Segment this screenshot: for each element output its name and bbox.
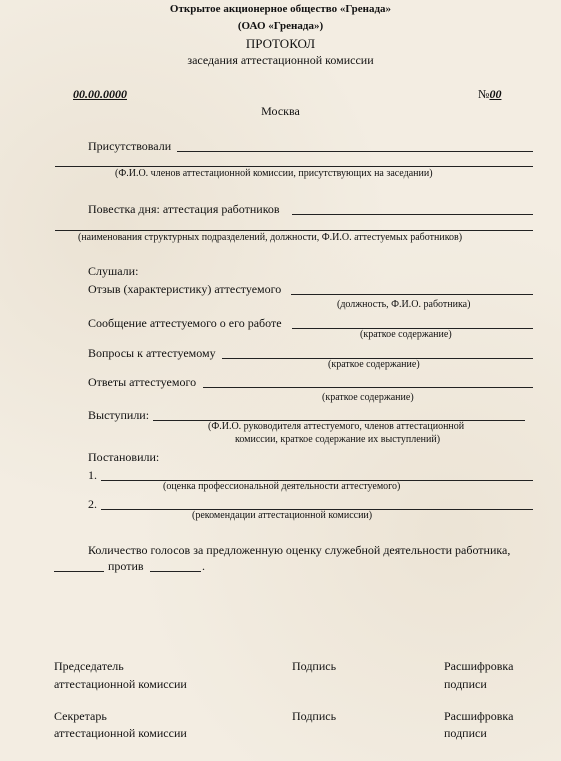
present-label: Присутствовали [88, 139, 172, 153]
review-hint: (должность, Ф.И.О. работника) [337, 299, 471, 310]
item2-number: 2. [88, 497, 97, 511]
secretary-sign-label: Подпись [292, 709, 337, 723]
report-label: Сообщение аттестуемого о его работе [88, 316, 282, 330]
review-label: Отзыв (характеристику) аттестуемого [88, 282, 282, 296]
present-hint: (Ф.И.О. членов аттестационной комиссии, присутствующих на заседании) [115, 168, 433, 179]
answers-line [203, 387, 533, 388]
answers-hint: (краткое содержание) [322, 392, 414, 403]
chair-decode-label-2: подписи [444, 677, 487, 691]
questions-label: Вопросы к аттестуемому [88, 346, 216, 360]
org-short-name: (ОАО «Гренада») [237, 20, 324, 32]
agenda-line-2 [55, 230, 533, 231]
secretary-title-1: Секретарь [54, 709, 107, 723]
votes-against-label: против [108, 559, 144, 573]
speakers-label: Выступили: [88, 408, 150, 422]
answers-label: Ответы аттестуемого [88, 375, 197, 389]
doc-title: ПРОТОКОЛ [245, 36, 316, 51]
votes-end: . [202, 559, 205, 573]
questions-hint: (краткое содержание) [328, 359, 420, 370]
report-hint: (краткое содержание) [360, 329, 452, 340]
secretary-title-2: аттестационной комиссии [54, 726, 187, 740]
speakers-hint-1: (Ф.И.О. руководителя аттестуемого, членов аттестационной [208, 421, 465, 432]
agenda-line [292, 214, 533, 215]
number-value: 00 [489, 87, 502, 101]
votes-for-line [54, 571, 104, 572]
agenda-hint: (наименования структурных подразделений, должности, Ф.И.О. аттестуемых работников) [78, 232, 463, 243]
item1-hint: (оценка профессиональной деятельности аттестуемого) [163, 481, 401, 492]
item2-hint: (рекомендации аттестационной комиссии) [192, 510, 373, 521]
chair-decode-label-1: Расшифровка [444, 659, 514, 673]
present-line-2 [55, 166, 533, 167]
chair-sign-label: Подпись [292, 659, 337, 673]
speakers-hint-2: комиссии, краткое содержание их выступлений) [235, 434, 441, 445]
secretary-decode-label-1: Расшифровка [444, 709, 514, 723]
heard-label: Слушали: [88, 264, 139, 278]
votes-text: Количество голосов за предложенную оценку служебной деятельности работника, [88, 543, 511, 557]
doc-city: Москва [261, 104, 300, 118]
doc-date: 00.00.0000 [73, 87, 127, 101]
doc-subtitle: заседания аттестационной комиссии [187, 53, 374, 67]
agenda-label: Повестка дня: аттестация работников [88, 202, 280, 216]
chair-title-2: аттестационной комиссии [54, 677, 187, 691]
org-name: Открытое акционерное общество «Гренада» [169, 3, 392, 15]
present-line [177, 151, 533, 152]
decided-label: Постановили: [88, 450, 160, 464]
doc-number [478, 87, 501, 102]
number-sign: № [478, 87, 490, 101]
item1-number: 1. [88, 468, 97, 482]
secretary-decode-label-2: подписи [444, 726, 487, 740]
review-line [291, 294, 533, 295]
votes-against-line [150, 571, 201, 572]
chair-title-1: Председатель [54, 659, 124, 673]
